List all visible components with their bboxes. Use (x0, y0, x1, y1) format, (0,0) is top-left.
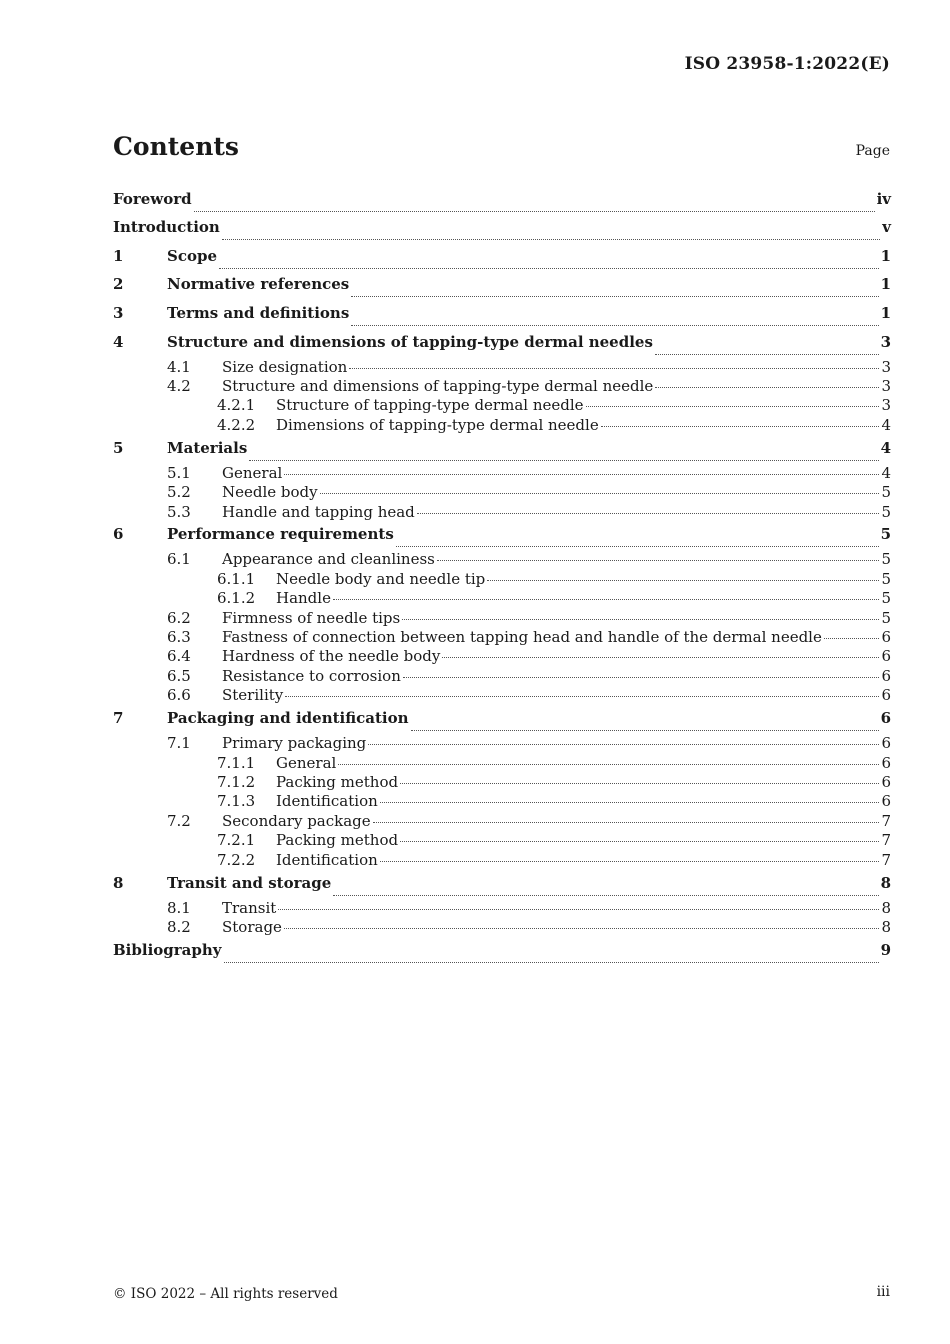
toc-entry-number: 5.1 (167, 463, 191, 482)
toc-entry-page[interactable]: 4 (881, 463, 891, 482)
toc-entry-page[interactable]: 3 (881, 396, 891, 415)
toc-entry-title[interactable]: Packaging and identification (167, 709, 409, 728)
toc-entry[interactable] (113, 503, 891, 522)
dot-leader (417, 512, 880, 514)
toc-entry-page[interactable]: 7 (881, 850, 891, 869)
toc-entry[interactable] (113, 186, 891, 215)
toc-entry-page[interactable]: 6 (880, 709, 891, 728)
toc-entry[interactable] (113, 773, 891, 792)
toc-entry[interactable] (113, 570, 891, 589)
toc-entry-page[interactable]: v (882, 218, 891, 237)
dot-leader (222, 232, 880, 240)
dot-leader (351, 318, 878, 326)
toc-entry[interactable] (113, 706, 891, 735)
toc-entry[interactable] (113, 918, 891, 937)
toc-entry-page[interactable]: 1 (880, 303, 891, 322)
toc-entry-title[interactable]: Hardness of the needle body (222, 647, 441, 666)
toc-entry-page[interactable]: 7 (881, 811, 891, 830)
toc-entry-number: 4.2.2 (217, 415, 256, 434)
dot-leader (338, 763, 879, 765)
toc-entry[interactable] (113, 483, 891, 502)
toc-entry[interactable] (113, 667, 891, 686)
dot-leader (400, 782, 879, 784)
toc-entry-number: 4.2 (167, 376, 191, 395)
toc-entry-title[interactable]: Needle body and needle tip (276, 569, 486, 588)
dot-leader (380, 860, 880, 862)
dot-leader (351, 289, 878, 297)
toc-entry-number: 7.1.1 (217, 753, 256, 772)
toc-entry-title[interactable]: Secondary package (222, 811, 371, 830)
toc-entry[interactable] (113, 522, 891, 551)
dot-leader (411, 723, 879, 731)
toc-entry-number: 5 (113, 438, 124, 457)
toc-entry-number: 2 (113, 275, 124, 294)
dot-leader (655, 386, 879, 388)
toc-entry[interactable] (113, 215, 891, 244)
toc-entry[interactable] (113, 754, 891, 773)
toc-entry[interactable] (113, 870, 891, 899)
toc-entry-number: 6.1.2 (217, 589, 256, 608)
toc-entry-number: 7.1.3 (217, 792, 256, 811)
toc-entry-number: 4.1 (167, 357, 191, 376)
toc-entry-title[interactable]: Performance requirements (167, 525, 394, 544)
toc-entry[interactable] (113, 464, 891, 483)
toc-entry-page[interactable]: 5 (881, 589, 891, 608)
dot-leader (824, 637, 880, 639)
dot-leader (368, 743, 879, 745)
toc-entry[interactable] (113, 686, 891, 705)
toc-entry-page[interactable]: 3 (881, 376, 891, 395)
toc-entry-page[interactable]: 5 (881, 550, 891, 569)
toc-entry-title[interactable]: Firmness of needle tips (222, 608, 401, 627)
dot-leader (224, 955, 879, 963)
dot-leader (396, 539, 879, 547)
toc-entry-number: 6.6 (167, 686, 191, 705)
toc-entry[interactable] (113, 851, 891, 870)
table-of-contents (113, 186, 891, 966)
toc-entry-page[interactable]: 7 (881, 831, 891, 850)
toc-entry-title[interactable]: Structure and dimensions of tapping-type dermal needles (167, 332, 653, 351)
toc-entry-title[interactable]: Fastness of connection between tapping head and handle of the dermal needle (222, 628, 822, 647)
toc-entry-title[interactable]: General (276, 753, 337, 772)
toc-entry-page[interactable]: 1 (880, 275, 891, 294)
toc-entry-number: 4.2.1 (217, 396, 256, 415)
toc-entry-title[interactable]: Introduction (113, 218, 220, 237)
dot-leader (586, 405, 880, 407)
toc-entry-number: 7 (113, 709, 124, 728)
toc-entry-page[interactable]: 9 (880, 940, 891, 959)
toc-entry[interactable] (113, 899, 891, 918)
toc-entry-title[interactable]: General (222, 463, 283, 482)
toc-entry[interactable] (113, 358, 891, 377)
dot-leader (333, 598, 879, 600)
dot-leader (400, 840, 879, 842)
toc-entry-number: 6.3 (167, 628, 191, 647)
toc-entry-title[interactable]: Transit and storage (167, 873, 332, 892)
document-id: ISO 23958-1:2022(E) (684, 54, 890, 74)
toc-entry-title[interactable]: Handle and tapping head (222, 502, 415, 521)
toc-entry[interactable] (113, 550, 891, 569)
toc-entry-page[interactable]: 8 (880, 873, 891, 892)
toc-entry-title[interactable]: Terms and definitions (167, 303, 350, 322)
toc-entry[interactable] (113, 377, 891, 396)
toc-entry-page[interactable]: 4 (880, 438, 891, 457)
toc-entry-number: 8 (113, 873, 124, 892)
toc-entry-number: 7.2 (167, 811, 191, 830)
dot-leader (320, 492, 880, 494)
toc-entry-title[interactable]: Structure of tapping-type dermal needle (276, 396, 584, 415)
toc-entry[interactable] (113, 937, 891, 966)
toc-entry-number: 6.1 (167, 550, 191, 569)
toc-entry-number: 5.2 (167, 483, 191, 502)
toc-entry[interactable] (113, 647, 891, 666)
dot-leader (380, 801, 880, 803)
toc-entry-page[interactable]: 1 (880, 246, 891, 265)
toc-entry-number: 6.2 (167, 608, 191, 627)
toc-entry[interactable] (113, 435, 891, 464)
dot-leader (278, 908, 879, 910)
toc-entry[interactable] (113, 734, 891, 753)
toc-entry-page[interactable]: 4 (881, 415, 891, 434)
page-column-label: Page (855, 143, 890, 159)
toc-entry[interactable] (113, 396, 891, 415)
toc-entry-title[interactable]: Identification (276, 850, 378, 869)
toc-entry-page[interactable]: iv (876, 189, 891, 208)
dot-leader (437, 559, 880, 561)
dot-leader (285, 695, 879, 697)
toc-entry-number: 3 (113, 303, 124, 322)
dot-leader (349, 367, 879, 369)
toc-entry-title[interactable]: Sterility (222, 686, 284, 705)
toc-entry[interactable] (113, 609, 891, 628)
toc-entry-page[interactable]: 6 (881, 792, 891, 811)
toc-entry-title[interactable]: Packing method (276, 772, 399, 791)
toc-entry-title[interactable]: Dimensions of tapping-type dermal needle (276, 415, 599, 434)
toc-entry-page[interactable]: 6 (881, 666, 891, 685)
toc-entry-title[interactable]: Primary packaging (222, 734, 367, 753)
toc-entry-page[interactable]: 5 (881, 483, 891, 502)
toc-entry-number: 1 (113, 246, 124, 265)
toc-entry[interactable] (113, 812, 891, 831)
toc-entry[interactable] (113, 329, 891, 358)
dot-leader (284, 473, 879, 475)
dot-leader (373, 821, 880, 823)
toc-entry-title[interactable]: Bibliography (113, 940, 222, 959)
copyright-notice: © ISO 2022 – All rights reserved (113, 1286, 338, 1302)
toc-entry-title[interactable]: Needle body (222, 483, 318, 502)
toc-entry[interactable] (113, 589, 891, 608)
toc-entry-page[interactable]: 6 (881, 647, 891, 666)
dot-leader (249, 453, 878, 461)
toc-entry[interactable] (113, 416, 891, 435)
toc-entry-number: 8.2 (167, 917, 191, 936)
toc-entry-page[interactable]: 5 (881, 569, 891, 588)
toc-entry-page[interactable]: 5 (881, 502, 891, 521)
toc-entry-number: 5.3 (167, 502, 191, 521)
toc-entry-title[interactable]: Packing method (276, 831, 399, 850)
toc-entry[interactable] (113, 792, 891, 811)
toc-entry-number: 4 (113, 332, 124, 351)
toc-entry-number: 7.1.2 (217, 772, 256, 791)
dot-leader (219, 261, 879, 269)
toc-entry-number: 7.2.1 (217, 831, 256, 850)
toc-entry-page[interactable]: 6 (881, 734, 891, 753)
toc-entry-number: 7.2.2 (217, 850, 256, 869)
toc-entry[interactable] (113, 628, 891, 647)
toc-entry-title[interactable]: Size designation (222, 357, 348, 376)
toc-entry-title[interactable]: Materials (167, 438, 248, 457)
toc-entry-number: 8.1 (167, 898, 191, 917)
toc-entry[interactable] (113, 300, 891, 329)
toc-entry-title[interactable]: Storage (222, 917, 282, 936)
toc-entry-page[interactable]: 8 (881, 898, 891, 917)
toc-entry-page[interactable]: 3 (881, 357, 891, 376)
dot-leader (487, 579, 879, 581)
toc-entry-page[interactable]: 8 (881, 917, 891, 936)
toc-entry-number: 6.1.1 (217, 569, 256, 588)
toc-entry-title[interactable]: Transit (222, 898, 277, 917)
toc-entry-page[interactable]: 6 (881, 628, 891, 647)
toc-entry-title[interactable]: Appearance and cleanliness (222, 550, 435, 569)
toc-entry[interactable] (113, 243, 891, 272)
toc-entry-title[interactable]: Resistance to corrosion (222, 666, 401, 685)
toc-entry[interactable] (113, 831, 891, 850)
dot-leader (333, 888, 878, 896)
toc-entry-title[interactable]: Normative references (167, 275, 350, 294)
toc-entry-title[interactable]: Identification (276, 792, 378, 811)
dot-leader (402, 618, 879, 620)
dot-leader (403, 676, 880, 678)
contents-title: Contents (113, 132, 240, 161)
toc-entry-number: 6 (113, 525, 124, 544)
toc-entry-title[interactable]: Structure and dimensions of tapping-type dermal needle (222, 376, 654, 395)
toc-entry-title[interactable]: Handle (276, 589, 331, 608)
dot-leader (442, 656, 879, 658)
dot-leader (194, 204, 875, 212)
dot-leader (601, 425, 880, 427)
toc-entry-page[interactable]: 6 (881, 753, 891, 772)
toc-entry-page[interactable]: 5 (881, 608, 891, 627)
toc-entry-number: 6.4 (167, 647, 191, 666)
toc-entry-number: 6.5 (167, 666, 191, 685)
toc-entry[interactable] (113, 272, 891, 301)
toc-entry-title[interactable]: Scope (167, 246, 218, 265)
page-number: iii (876, 1284, 890, 1300)
dot-leader (655, 347, 879, 355)
toc-entry-page[interactable]: 6 (881, 772, 891, 791)
dot-leader (284, 927, 880, 929)
toc-entry-page[interactable]: 6 (881, 686, 891, 705)
toc-entry-number: 7.1 (167, 734, 191, 753)
toc-entry-title[interactable]: Foreword (113, 189, 192, 208)
toc-entry-page[interactable]: 3 (880, 332, 891, 351)
toc-entry-page[interactable]: 5 (880, 525, 891, 544)
